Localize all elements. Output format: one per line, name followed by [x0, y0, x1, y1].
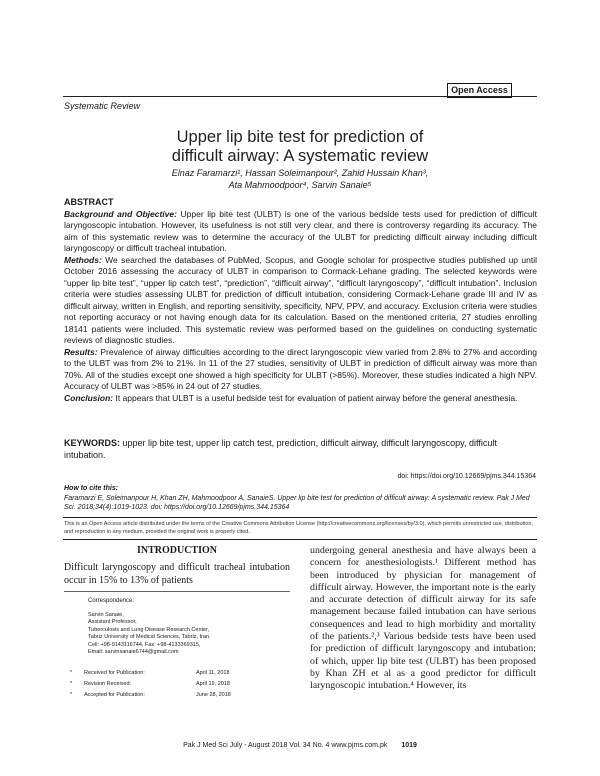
abstract-conclusion — [64, 393, 537, 405]
corr-line: Tabriz University of Medical Sciences, Tabriz, Iran. — [88, 634, 211, 640]
how-to-cite-label: How to cite this: — [64, 485, 119, 492]
methods-label: Methods: — [64, 254, 102, 265]
license-text: This is an Open Access article distributed under the terms of the Creative Commons Attribution License (http://creativecommons.org/licenses/by/3.0), which permits unrestricted use, distribution, and reproduction in any medium, provided the original work is properly cited. — [64, 521, 533, 535]
correspondence-rule — [64, 591, 290, 592]
body-rule — [63, 539, 537, 540]
footer-text: Pak J Med Sci July - August 2018 Vol. 34 No. 4 www.pjms.com.pk — [183, 742, 388, 749]
corr-line: Sarvin Sanaie, — [88, 611, 124, 618]
license-rule — [63, 517, 537, 518]
date-row: * Revision Received: April 19, 2018 — [70, 679, 270, 690]
abstract-results — [64, 347, 537, 393]
keywords-text: upper lip bite test, upper lip catch test, prediction, difficult airway, difficult laryngoscopy, difficult intubation. — [64, 438, 497, 460]
bullet-icon: * — [70, 692, 73, 698]
dates-block — [70, 668, 270, 701]
doi[interactable]: doi: https://doi.org/10.12669/pjms.344.15364 — [397, 473, 536, 480]
corr-line: Cell: +98-9143116744, Fax: +98-4133369315, — [88, 641, 201, 648]
date-row: * Accepted for Publication: June 28, 2018 — [70, 690, 270, 701]
intro-heading: INTRODUCTION — [136, 545, 217, 556]
date-row: * Received for Publication: April 11, 2018 — [70, 668, 270, 679]
intro-column-1: Difficult laryngoscopy and difficult tracheal intubation occur in 15% to 13% of patients — [64, 562, 290, 586]
page-footer — [0, 742, 600, 749]
results-text: Prevalence of airway difficulties according to the direct laryngoscopic view varied from 2.8% to 27% and according to the ULBT was from 2% to 21%. In 11 of the 27 studies, sensitivity of ULBT in prediction of difficult airway was more than 70%. All of the studies except one showed a high specificity for ULBT (>85%). Moreover, these studies indicated a high NPV. Accuracy of ULBT was >85% in 24 out of 27 studies. — [64, 346, 537, 391]
keywords-label: KEYWORDS: — [64, 438, 120, 448]
authors-line-2: Ata Mahmoodpoor⁴, Sarvin Sanaie⁵ — [228, 180, 372, 190]
background-label: Background and Objective: — [64, 208, 177, 219]
abstract-background — [64, 209, 537, 255]
how-to-cite-text: Faramarzi E, Soleimanpour H, Khan ZH, Mahmoodpoor A, SanaieS. Upper lip bite test for prediction of difficult airway: A systematic review. Pak J Med Sci. 2018;34(4):1019-1023. doi: https://doi.org/10.12669/pjms.344.15364 — [64, 494, 530, 511]
open-access-badge: Open Access — [447, 83, 512, 98]
methods-text: We searched the databases of PubMed, Scopus, and Google scholar for prospective studies published up until October 2016 assessing the accuracy of ULBT in comparison to Cormack-Lehane grading. The selected keywords were “upper lip bite test”, “upper lip catch test”, “prediction”, “difficult airway”, “difficult laryngoscopy”, “difficult intubation”. Inclusion criteria were studies assessing ULBT for prediction of difficult intubation, considering Cormack-Lehane grade III and IV as difficult airway, written in English, and reporting sensitivity, specificity, NPV, PPV, and accuracy. Exclusion criteria were studies not reporting accuracy or not having enough data for its calculation. Based on the mentioned criteria, 27 studies enrolling 18141 patients were included. This systematic review was performed based on the guidelines on conducting systematic reviews of diagnostic studies. — [64, 254, 537, 345]
abstract-methods — [64, 255, 537, 347]
keywords — [64, 437, 537, 461]
abstract — [64, 197, 537, 404]
header-rule — [63, 96, 537, 97]
title-line-2: difficult airway: A systematic review — [171, 147, 429, 165]
correspondence-block — [88, 598, 210, 657]
conclusion-text: It appears that ULBT is a useful bedside test for evaluation of patient airway before the general anesthesia. — [113, 392, 518, 403]
page-number: 1019 — [401, 742, 417, 749]
results-label: Results: — [64, 346, 98, 357]
intro-column-2: undergoing general anesthesia and have always been a concern for anesthesiologists.¹ Different method has been introduced by physician for management of difficult airway. However, the important note is the early and accurate detection of difficult airway for its safe management because failed intubation can have serious consequences and lead to high morbidity and mortality of the patients.²,³ Various bedside tests have been used for prediction of difficult laryngoscopy and intubation; of which, upper lip bite test (ULBT) has been proposed by Khan ZH et al as a good predictor for difficult laryngoscopic intubation.⁴ However, its — [310, 545, 536, 692]
title-line-1: Upper lip bite test for prediction of — [176, 128, 424, 146]
conclusion-label: Conclusion: — [64, 392, 114, 403]
abstract-heading: ABSTRACT — [64, 197, 114, 207]
correspondence-label: Correspondence: — [88, 598, 135, 604]
bullet-icon: * — [70, 681, 73, 687]
bullet-icon: * — [70, 670, 73, 676]
corr-email[interactable]: Email: sarvinsanaie6744@gmail.com — [88, 649, 179, 655]
article-title — [0, 128, 600, 166]
background-text: Upper lip bite test (ULBT) is one of the various bedside tests used for prediction of difficult laryngoscopic intubation. However, its usefulness is not still very clear, and there is controversy regarding its accuracy. The aim of this systematic review was to determine the accuracy of the ULBT for predicting difficult airway including difficult laryngoscopy or difficult tracheal intubation. — [64, 208, 537, 253]
corr-line: Assistant Professor, — [88, 619, 137, 625]
article-type: Systematic Review — [64, 101, 141, 111]
how-to-cite — [64, 484, 537, 513]
authors — [0, 167, 600, 191]
corr-line: Tuberculosis and Lung Disease Research Center, — [88, 626, 210, 633]
authors-line-1: Elnaz Faramarzi¹, Hassan Soleimanpour², Zahid Hussain Khan³, — [171, 168, 429, 178]
